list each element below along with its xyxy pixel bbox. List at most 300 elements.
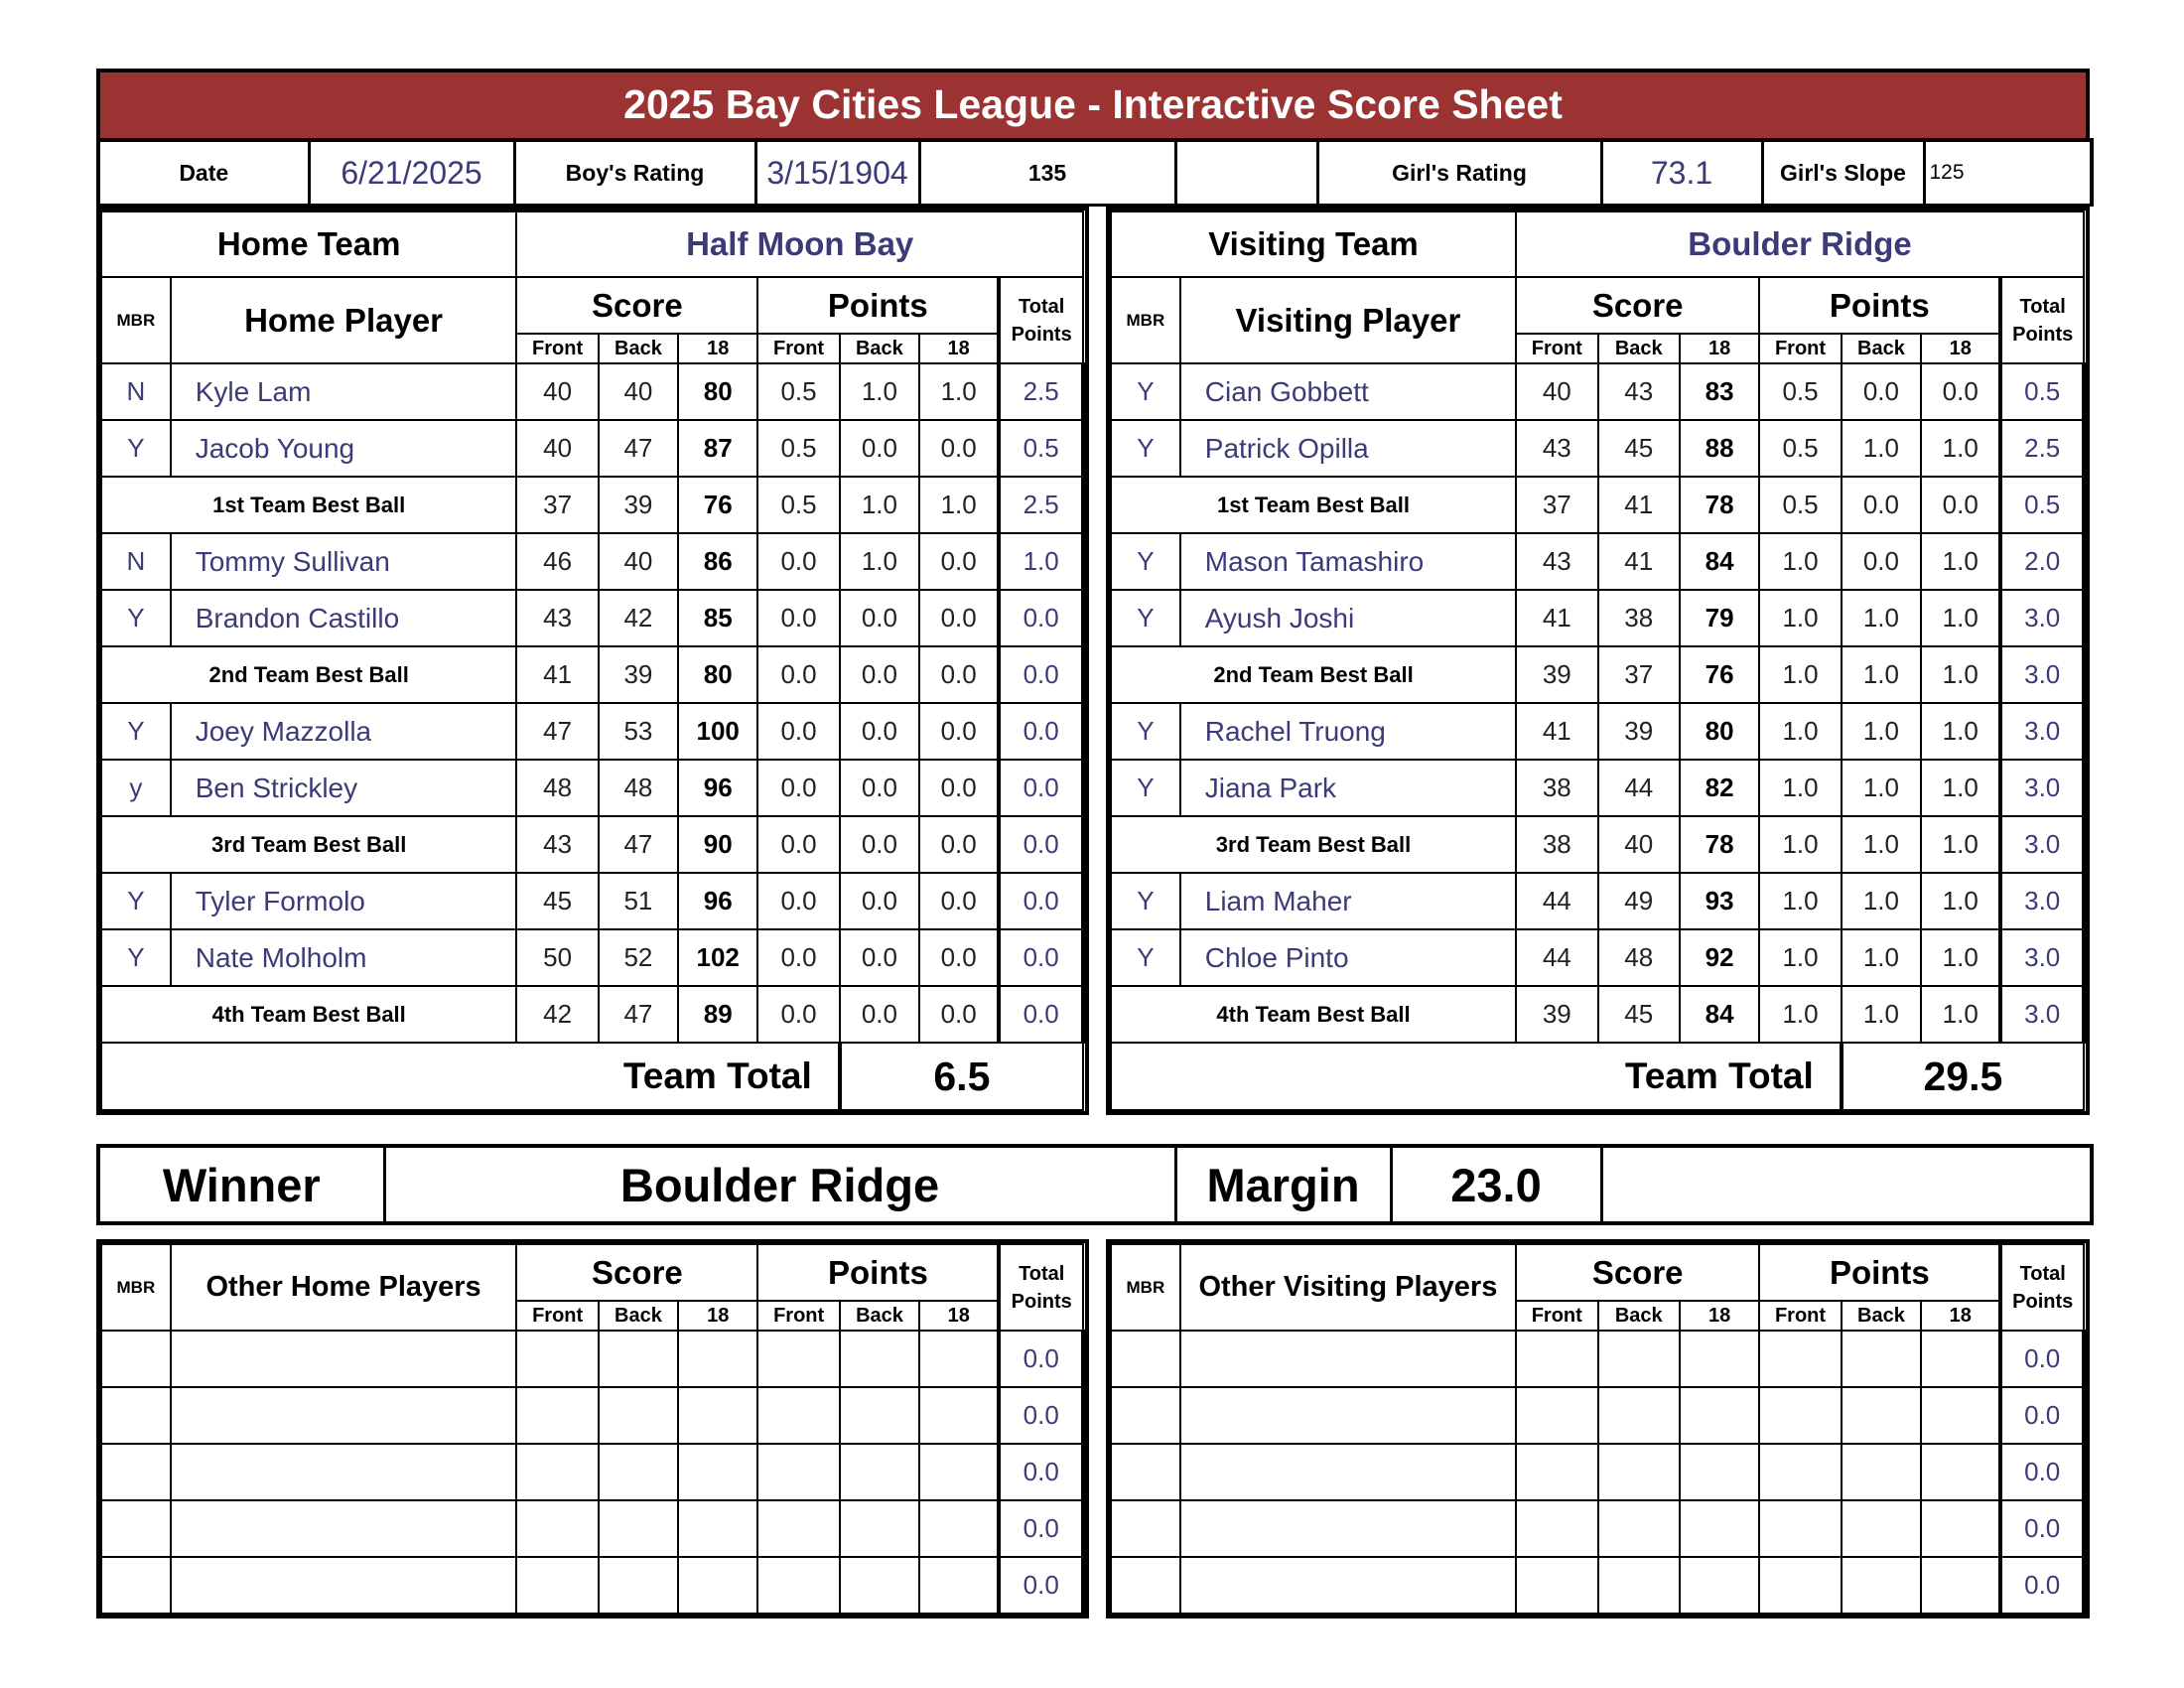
best-ball-label: 1st Team Best Ball xyxy=(1111,477,1516,533)
points-18-value xyxy=(1921,1500,2000,1557)
visiting-points-header: Points xyxy=(1759,277,2000,334)
visiting-total-points-header: Total Points xyxy=(2000,277,2084,363)
points-back-value: 1.0 xyxy=(840,363,919,420)
mbr-field[interactable] xyxy=(101,1444,171,1500)
score-front-field[interactable]: 40 xyxy=(516,363,598,420)
score-front-field: 39 xyxy=(1516,986,1597,1043)
best-ball-row xyxy=(1111,646,2084,703)
home-mbr-header: MBR xyxy=(101,277,171,363)
mbr-field[interactable]: N xyxy=(101,363,171,420)
points-back-value: 1.0 xyxy=(840,477,919,533)
points-back-value: 1.0 xyxy=(1842,420,1921,477)
score-back-field[interactable]: 38 xyxy=(1598,590,1680,646)
score-back-field[interactable]: 43 xyxy=(1598,363,1680,420)
player-name-field[interactable]: Nate Molholm xyxy=(171,929,517,986)
player-name-field[interactable]: Cian Gobbett xyxy=(1180,363,1516,420)
total-points-value: 3.0 xyxy=(2000,816,2084,873)
player-name-field[interactable]: Ben Strickley xyxy=(171,760,517,816)
total-points-value: 0.0 xyxy=(999,1331,1083,1387)
total-points-value: 0.0 xyxy=(2000,1500,2084,1557)
score-18-value: 100 xyxy=(678,703,757,760)
total-points-value: 1.0 xyxy=(999,533,1083,590)
points-front-value xyxy=(1759,1557,1841,1614)
score-18-field[interactable] xyxy=(1680,1444,1759,1500)
player-name-field[interactable] xyxy=(171,1331,517,1387)
score-18-value: 82 xyxy=(1680,760,1759,816)
points-18-value xyxy=(1921,1557,2000,1614)
other-player-row xyxy=(1111,1387,2084,1444)
points-front-value xyxy=(1759,1331,1841,1387)
points-front-value: 0.5 xyxy=(757,420,839,477)
points-back-value: 0.0 xyxy=(840,646,919,703)
other_visiting-score-front-header: Front xyxy=(1516,1301,1597,1331)
visiting-score-header: Score xyxy=(1516,277,1759,334)
player-name-field[interactable] xyxy=(1180,1500,1516,1557)
mbr-field[interactable] xyxy=(101,1331,171,1387)
mbr-field[interactable]: Y xyxy=(1111,590,1180,646)
home-team-name[interactable]: Half Moon Bay xyxy=(516,211,1083,277)
score-front-field[interactable] xyxy=(516,1557,598,1614)
score-front-field[interactable]: 44 xyxy=(1516,929,1597,986)
player-name-field[interactable] xyxy=(171,1500,517,1557)
mbr-field[interactable]: Y xyxy=(1111,760,1180,816)
mbr-field[interactable] xyxy=(1111,1444,1180,1500)
other-player-row xyxy=(101,1557,1083,1614)
points-front-value xyxy=(1759,1500,1841,1557)
score-back-field: 39 xyxy=(599,477,678,533)
points-front-value: 0.0 xyxy=(757,590,839,646)
mbr-field[interactable] xyxy=(1111,1387,1180,1444)
points-front-value xyxy=(757,1387,839,1444)
mbr-field[interactable]: Y xyxy=(1111,533,1180,590)
score-18-field[interactable] xyxy=(1680,1387,1759,1444)
score-18-value: 85 xyxy=(678,590,757,646)
points-18-value xyxy=(919,1387,999,1444)
other-player-row xyxy=(101,1500,1083,1557)
score-18-value: 76 xyxy=(678,477,757,533)
home-points-back-header: Back xyxy=(840,334,919,363)
score-front-field[interactable]: 45 xyxy=(516,873,598,929)
score-front-field[interactable] xyxy=(1516,1557,1597,1614)
score-18-field[interactable] xyxy=(1680,1331,1759,1387)
score-18-field[interactable] xyxy=(678,1444,757,1500)
score-back-field[interactable] xyxy=(599,1557,678,1614)
player-name-field[interactable] xyxy=(171,1444,517,1500)
player-name-field[interactable]: Chloe Pinto xyxy=(1180,929,1516,986)
mbr-field[interactable]: Y xyxy=(101,873,171,929)
score-front-field[interactable]: 43 xyxy=(516,590,598,646)
points-back-value: 0.0 xyxy=(840,420,919,477)
score-back-field[interactable]: 49 xyxy=(1598,873,1680,929)
visiting-mbr-header: MBR xyxy=(1111,277,1180,363)
best-ball-label: 4th Team Best Ball xyxy=(1111,986,1516,1043)
mbr-field[interactable]: Y xyxy=(101,420,171,477)
total-points-value: 0.0 xyxy=(2000,1331,2084,1387)
points-back-value: 0.0 xyxy=(840,929,919,986)
points-front-value: 0.5 xyxy=(1759,477,1841,533)
points-18-value: 0.0 xyxy=(919,420,999,477)
player-name-field[interactable] xyxy=(171,1387,517,1444)
points-18-value xyxy=(919,1444,999,1500)
player-row xyxy=(101,760,1083,816)
home-player-header: Home Player xyxy=(171,277,517,363)
mbr-field[interactable]: Y xyxy=(101,929,171,986)
player-row xyxy=(1111,590,2084,646)
score-back-field[interactable]: 42 xyxy=(599,590,678,646)
home-score-eighteen-header: 18 xyxy=(678,334,757,363)
score-back-field[interactable] xyxy=(599,1500,678,1557)
player-name-field[interactable]: Mason Tamashiro xyxy=(1180,533,1516,590)
mbr-field[interactable]: Y xyxy=(1111,873,1180,929)
mbr-field[interactable]: N xyxy=(101,533,171,590)
score-front-field[interactable] xyxy=(1516,1444,1597,1500)
player-name-field[interactable]: Ayush Joshi xyxy=(1180,590,1516,646)
score-18-field[interactable] xyxy=(678,1331,757,1387)
points-front-value: 1.0 xyxy=(1759,929,1841,986)
score-18-value: 87 xyxy=(678,420,757,477)
player-row xyxy=(101,590,1083,646)
score-front-field[interactable]: 40 xyxy=(1516,363,1597,420)
date-field[interactable]: 6/21/2025 xyxy=(309,140,514,206)
mbr-field[interactable] xyxy=(101,1500,171,1557)
player-row xyxy=(1111,873,2084,929)
points-18-value xyxy=(1921,1331,2000,1387)
score-front-field[interactable] xyxy=(516,1387,598,1444)
mbr-field[interactable] xyxy=(101,1387,171,1444)
points-18-value: 1.0 xyxy=(1921,816,2000,873)
home-team-label: Home Team xyxy=(101,211,516,277)
score-back-field[interactable]: 45 xyxy=(1598,420,1680,477)
score-back-field: 40 xyxy=(1598,816,1680,873)
points-18-value: 1.0 xyxy=(1921,590,2000,646)
home-team-panel xyxy=(96,207,1089,1115)
points-front-value: 0.5 xyxy=(1759,363,1841,420)
player-name-field[interactable]: Jacob Young xyxy=(171,420,517,477)
best-ball-label: 2nd Team Best Ball xyxy=(1111,646,1516,703)
score-front-field[interactable]: 43 xyxy=(1516,533,1597,590)
player-name-field[interactable] xyxy=(1180,1444,1516,1500)
visiting-team-total-label: Team Total xyxy=(1111,1043,1842,1110)
visiting-points-back-header: Back xyxy=(1842,334,1921,363)
score-back-field[interactable]: 51 xyxy=(599,873,678,929)
score-18-value: 92 xyxy=(1680,929,1759,986)
score-18-field[interactable] xyxy=(1680,1500,1759,1557)
total-points-value: 0.0 xyxy=(999,873,1083,929)
score-back-field: 41 xyxy=(1598,477,1680,533)
score-18-value: 102 xyxy=(678,929,757,986)
mbr-field[interactable]: Y xyxy=(101,703,171,760)
mbr-field[interactable] xyxy=(1111,1331,1180,1387)
points-back-value: 0.0 xyxy=(840,760,919,816)
mbr-field[interactable]: Y xyxy=(1111,703,1180,760)
player-name-field[interactable] xyxy=(1180,1557,1516,1614)
score-back-field[interactable] xyxy=(1598,1387,1680,1444)
mbr-field[interactable]: Y xyxy=(101,590,171,646)
points-18-value: 1.0 xyxy=(1921,646,2000,703)
score-18-value: 80 xyxy=(678,646,757,703)
player-name-field[interactable]: Liam Maher xyxy=(1180,873,1516,929)
points-back-value: 1.0 xyxy=(1842,590,1921,646)
total-points-value: 0.0 xyxy=(999,1444,1083,1500)
player-row xyxy=(1111,533,2084,590)
points-18-value: 0.0 xyxy=(919,646,999,703)
other_visiting-player-header: Other Visiting Players xyxy=(1180,1244,1516,1331)
total-points-value: 0.0 xyxy=(999,1557,1083,1614)
home-team-total-value: 6.5 xyxy=(840,1043,1083,1110)
boys-rating-field[interactable]: 3/15/1904 xyxy=(755,140,919,206)
best-ball-row xyxy=(1111,816,2084,873)
score-front-field[interactable]: 41 xyxy=(1516,590,1597,646)
girls-rating-label: Girl's Rating xyxy=(1317,140,1601,206)
score-front-field: 37 xyxy=(516,477,598,533)
score-18-field[interactable] xyxy=(678,1387,757,1444)
visiting-player-header: Visiting Player xyxy=(1180,277,1516,363)
points-18-value: 1.0 xyxy=(1921,929,2000,986)
girls-slope-field[interactable]: 125 xyxy=(1924,140,2092,206)
score-back-field[interactable]: 53 xyxy=(599,703,678,760)
score-18-field[interactable] xyxy=(678,1500,757,1557)
home-points-eighteen-header: 18 xyxy=(919,334,999,363)
score-18-value: 93 xyxy=(1680,873,1759,929)
home-score-header: Score xyxy=(516,277,757,334)
points-18-value: 0.0 xyxy=(919,760,999,816)
mbr-field[interactable] xyxy=(101,1557,171,1614)
player-name-field[interactable]: Rachel Truong xyxy=(1180,703,1516,760)
best-ball-label: 1st Team Best Ball xyxy=(101,477,516,533)
points-back-value: 0.0 xyxy=(1842,533,1921,590)
player-name-field[interactable]: Kyle Lam xyxy=(171,363,517,420)
player-name-field[interactable]: Jiana Park xyxy=(1180,760,1516,816)
points-back-value: 0.0 xyxy=(1842,363,1921,420)
total-points-value: 3.0 xyxy=(2000,646,2084,703)
girls-rating-field[interactable]: 73.1 xyxy=(1601,140,1762,206)
score-back-field: 47 xyxy=(599,986,678,1043)
points-front-value xyxy=(1759,1444,1841,1500)
total-points-value: 2.5 xyxy=(999,477,1083,533)
visiting-team-panel xyxy=(1106,207,2090,1115)
score-back-field[interactable] xyxy=(1598,1331,1680,1387)
score-18-value: 80 xyxy=(678,363,757,420)
player-name-field[interactable]: Joey Mazzolla xyxy=(171,703,517,760)
score-back-field[interactable] xyxy=(1598,1500,1680,1557)
player-name-field[interactable]: Brandon Castillo xyxy=(171,590,517,646)
other_visiting-score-back-header: Back xyxy=(1598,1301,1680,1331)
points-back-value: 1.0 xyxy=(1842,703,1921,760)
other_visiting-total-points-header: Total Points xyxy=(2000,1244,2084,1331)
score-18-field[interactable] xyxy=(678,1557,757,1614)
score-back-field: 47 xyxy=(599,816,678,873)
player-name-field[interactable] xyxy=(1180,1331,1516,1387)
score-front-field[interactable]: 46 xyxy=(516,533,598,590)
points-front-value xyxy=(757,1500,839,1557)
score-back-field: 39 xyxy=(599,646,678,703)
other_visiting-points-front-header: Front xyxy=(1759,1301,1841,1331)
points-18-value: 0.0 xyxy=(919,590,999,646)
home-points-header: Points xyxy=(757,277,999,334)
score-back-field[interactable] xyxy=(1598,1557,1680,1614)
best-ball-row xyxy=(101,646,1083,703)
points-18-value: 0.0 xyxy=(919,816,999,873)
score-back-field: 37 xyxy=(1598,646,1680,703)
score-18-value: 78 xyxy=(1680,816,1759,873)
total-points-value: 0.0 xyxy=(2000,1444,2084,1500)
points-18-value: 1.0 xyxy=(919,477,999,533)
points-back-value: 1.0 xyxy=(1842,986,1921,1043)
best-ball-label: 4th Team Best Ball xyxy=(101,986,516,1043)
points-front-value: 0.5 xyxy=(757,477,839,533)
mbr-field[interactable]: Y xyxy=(1111,363,1180,420)
score-back-field[interactable] xyxy=(599,1331,678,1387)
player-row xyxy=(101,420,1083,477)
best-ball-row xyxy=(101,477,1083,533)
score-back-field[interactable]: 39 xyxy=(1598,703,1680,760)
boys-slope-field[interactable]: 135 xyxy=(919,140,1175,206)
points-front-value: 1.0 xyxy=(1759,873,1841,929)
player-name-field[interactable]: Tommy Sullivan xyxy=(171,533,517,590)
score-18-field[interactable] xyxy=(1680,1557,1759,1614)
points-back-value: 0.0 xyxy=(840,590,919,646)
score-back-field[interactable]: 48 xyxy=(1598,929,1680,986)
points-back-value xyxy=(1842,1557,1921,1614)
points-front-value: 1.0 xyxy=(1759,703,1841,760)
other_home-points-back-header: Back xyxy=(840,1301,919,1331)
mbr-field[interactable] xyxy=(1111,1500,1180,1557)
total-points-value: 0.0 xyxy=(999,760,1083,816)
score-18-value: 80 xyxy=(1680,703,1759,760)
points-back-value: 1.0 xyxy=(1842,873,1921,929)
score-back-field[interactable]: 52 xyxy=(599,929,678,986)
points-front-value: 1.0 xyxy=(1759,986,1841,1043)
best-ball-label: 2nd Team Best Ball xyxy=(101,646,516,703)
other-player-row xyxy=(101,1331,1083,1387)
points-18-value: 1.0 xyxy=(1921,420,2000,477)
score-sheet xyxy=(96,69,2090,1600)
score-front-field[interactable]: 41 xyxy=(1516,703,1597,760)
score-back-field[interactable]: 40 xyxy=(599,533,678,590)
player-name-field[interactable]: Tyler Formolo xyxy=(171,873,517,929)
points-front-value: 1.0 xyxy=(1759,590,1841,646)
total-points-value: 0.0 xyxy=(999,590,1083,646)
points-18-value xyxy=(1921,1444,2000,1500)
player-row xyxy=(1111,929,2084,986)
total-points-value: 3.0 xyxy=(2000,760,2084,816)
player-name-field[interactable] xyxy=(1180,1387,1516,1444)
points-18-value: 1.0 xyxy=(1921,873,2000,929)
score-front-field[interactable]: 50 xyxy=(516,929,598,986)
score-front-field[interactable]: 44 xyxy=(1516,873,1597,929)
mbr-field[interactable]: y xyxy=(101,760,171,816)
girls-slope-label: Girl's Slope xyxy=(1762,140,1924,206)
points-front-value: 0.0 xyxy=(757,816,839,873)
total-points-value: 0.0 xyxy=(999,1387,1083,1444)
score-back-field[interactable]: 41 xyxy=(1598,533,1680,590)
points-front-value xyxy=(757,1444,839,1500)
player-row xyxy=(101,929,1083,986)
score-front-field[interactable]: 43 xyxy=(1516,420,1597,477)
total-points-value: 2.0 xyxy=(2000,533,2084,590)
score-front-field[interactable] xyxy=(1516,1331,1597,1387)
score-18-value: 88 xyxy=(1680,420,1759,477)
visiting-team-name[interactable]: Boulder Ridge xyxy=(1516,211,2084,277)
score-back-field[interactable]: 48 xyxy=(599,760,678,816)
visiting-team-label: Visiting Team xyxy=(1111,211,1516,277)
points-front-value: 0.0 xyxy=(757,929,839,986)
other_visiting-score-eighteen-header: 18 xyxy=(1680,1301,1759,1331)
points-front-value: 1.0 xyxy=(1759,533,1841,590)
points-back-value: 1.0 xyxy=(840,533,919,590)
points-18-value: 1.0 xyxy=(1921,533,2000,590)
score-back-field[interactable] xyxy=(1598,1444,1680,1500)
result-extra-field xyxy=(1601,1146,2092,1223)
visiting-score-front-header: Front xyxy=(1516,334,1597,363)
points-back-value: 0.0 xyxy=(1842,477,1921,533)
points-18-value xyxy=(919,1500,999,1557)
points-18-value: 0.0 xyxy=(919,986,999,1043)
points-18-value: 0.0 xyxy=(919,533,999,590)
score-18-value: 79 xyxy=(1680,590,1759,646)
points-back-value xyxy=(840,1387,919,1444)
score-front-field[interactable]: 40 xyxy=(516,420,598,477)
other_home-score-eighteen-header: 18 xyxy=(678,1301,757,1331)
visiting-score-eighteen-header: 18 xyxy=(1680,334,1759,363)
other_home-points-front-header: Front xyxy=(757,1301,839,1331)
other-player-row xyxy=(1111,1444,2084,1500)
points-front-value xyxy=(757,1557,839,1614)
blank-field[interactable] xyxy=(1175,140,1317,206)
other_home-points-eighteen-header: 18 xyxy=(919,1301,999,1331)
other_visiting-mbr-header: MBR xyxy=(1111,1244,1180,1331)
mbr-field[interactable]: Y xyxy=(1111,929,1180,986)
player-row xyxy=(1111,363,2084,420)
player-name-field[interactable] xyxy=(171,1557,517,1614)
player-name-field[interactable]: Patrick Opilla xyxy=(1180,420,1516,477)
winner-field: Boulder Ridge xyxy=(384,1146,1175,1223)
score-front-field[interactable] xyxy=(1516,1387,1597,1444)
score-18-value: 89 xyxy=(678,986,757,1043)
points-18-value: 0.0 xyxy=(919,929,999,986)
score-front-field[interactable] xyxy=(516,1444,598,1500)
points-front-value: 0.0 xyxy=(757,533,839,590)
score-front-field[interactable] xyxy=(516,1500,598,1557)
score-front-field[interactable] xyxy=(516,1331,598,1387)
score-back-field[interactable]: 40 xyxy=(599,363,678,420)
points-18-value xyxy=(919,1331,999,1387)
other-player-row xyxy=(101,1444,1083,1500)
visiting-score-back-header: Back xyxy=(1598,334,1680,363)
score-back-field[interactable]: 44 xyxy=(1598,760,1680,816)
mbr-field[interactable] xyxy=(1111,1557,1180,1614)
score-back-field: 45 xyxy=(1598,986,1680,1043)
score-front-field[interactable]: 47 xyxy=(516,703,598,760)
total-points-value: 3.0 xyxy=(2000,873,2084,929)
other-player-row xyxy=(101,1387,1083,1444)
score-front-field[interactable]: 48 xyxy=(516,760,598,816)
home-total-points-header: Total Points xyxy=(999,277,1083,363)
score-18-value: 78 xyxy=(1680,477,1759,533)
points-18-value: 1.0 xyxy=(1921,986,2000,1043)
score-front-field[interactable]: 38 xyxy=(1516,760,1597,816)
other-player-row xyxy=(1111,1331,2084,1387)
score-back-field[interactable]: 47 xyxy=(599,420,678,477)
score-front-field[interactable] xyxy=(1516,1500,1597,1557)
player-row xyxy=(101,363,1083,420)
mbr-field[interactable]: Y xyxy=(1111,420,1180,477)
other_visiting-points-back-header: Back xyxy=(1842,1301,1921,1331)
score-18-value: 84 xyxy=(1680,986,1759,1043)
score-back-field[interactable] xyxy=(599,1387,678,1444)
points-front-value: 0.0 xyxy=(757,703,839,760)
score-back-field[interactable] xyxy=(599,1444,678,1500)
